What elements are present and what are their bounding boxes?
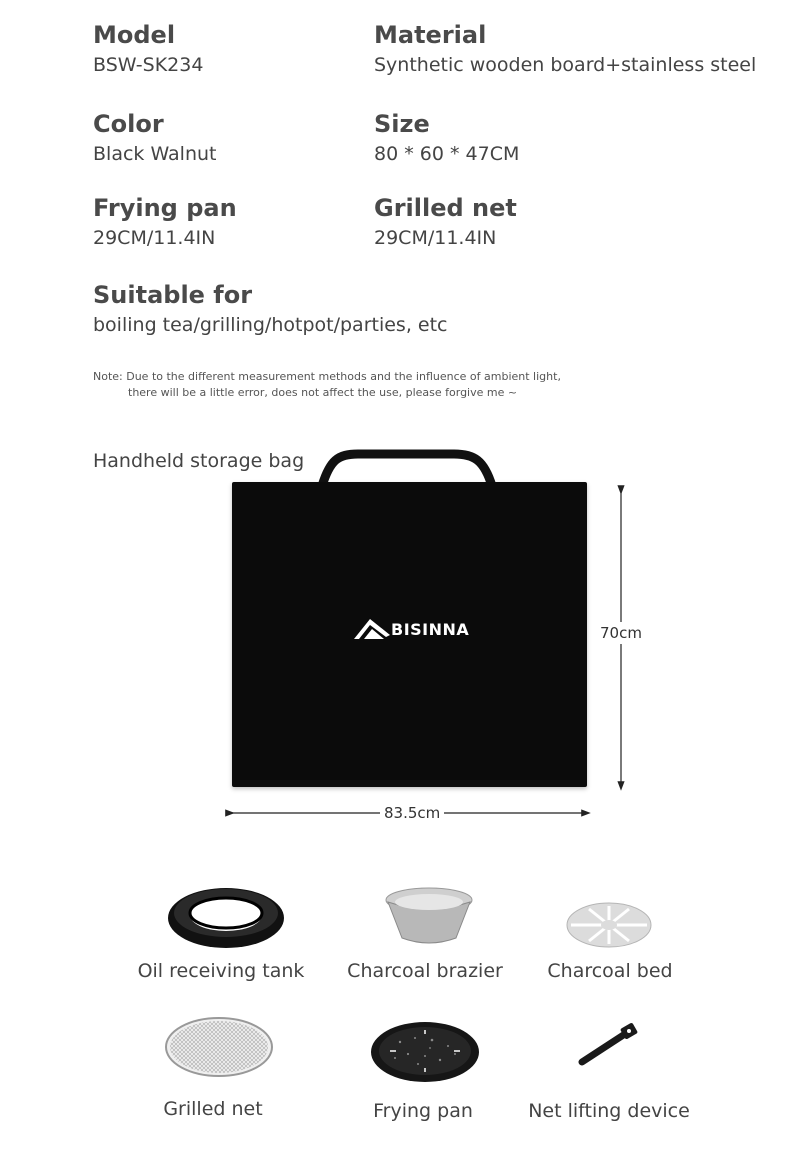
accessory-label: Net lifting device bbox=[528, 1100, 690, 1122]
spec-label: Grilled net bbox=[374, 194, 517, 222]
accessory-label: Grilled net bbox=[163, 1098, 263, 1120]
spec-value: 80 * 60 * 47CM bbox=[374, 143, 520, 165]
spec-label: Suitable for bbox=[93, 281, 253, 309]
spec-value: BSW-SK234 bbox=[93, 54, 204, 76]
spec-label: Size bbox=[374, 110, 430, 138]
spec-value: 29CM/11.4IN bbox=[374, 227, 497, 249]
bag-height-label: 70cm bbox=[600, 624, 642, 642]
charcoal-brazier-icon bbox=[384, 886, 474, 948]
accessory-label: Frying pan bbox=[373, 1100, 473, 1122]
spec-value: 29CM/11.4IN bbox=[93, 227, 216, 249]
spec-label: Frying pan bbox=[93, 194, 237, 222]
accessory-label: Charcoal bed bbox=[547, 960, 673, 982]
frying-pan-icon bbox=[370, 1020, 480, 1084]
bag-brand: BISINNA bbox=[391, 620, 470, 639]
spec-value: boiling tea/grilling/hotpot/parties, etc bbox=[93, 314, 448, 336]
net-lifter-icon bbox=[578, 1022, 642, 1068]
spec-value: Black Walnut bbox=[93, 143, 217, 165]
oil-tank-icon bbox=[166, 880, 286, 950]
note-line-2: there will be a little error, does not affect the use, please forgive me ~ bbox=[128, 386, 518, 399]
note-line-1: Note: Due to the different measurement methods and the influence of ambient light, bbox=[93, 370, 561, 383]
spec-label: Model bbox=[93, 21, 176, 49]
spec-label: Color bbox=[93, 110, 164, 138]
accessory-label: Charcoal brazier bbox=[347, 960, 503, 982]
charcoal-bed-icon bbox=[565, 900, 653, 950]
bag-label: Handheld storage bag bbox=[93, 450, 305, 472]
spec-value: Synthetic wooden board+stainless steel bbox=[374, 54, 757, 76]
grill-net-icon bbox=[164, 1016, 274, 1078]
accessory-label: Oil receiving tank bbox=[137, 960, 305, 982]
bag-width-label: 83.5cm bbox=[380, 804, 444, 822]
spec-label: Material bbox=[374, 21, 487, 49]
